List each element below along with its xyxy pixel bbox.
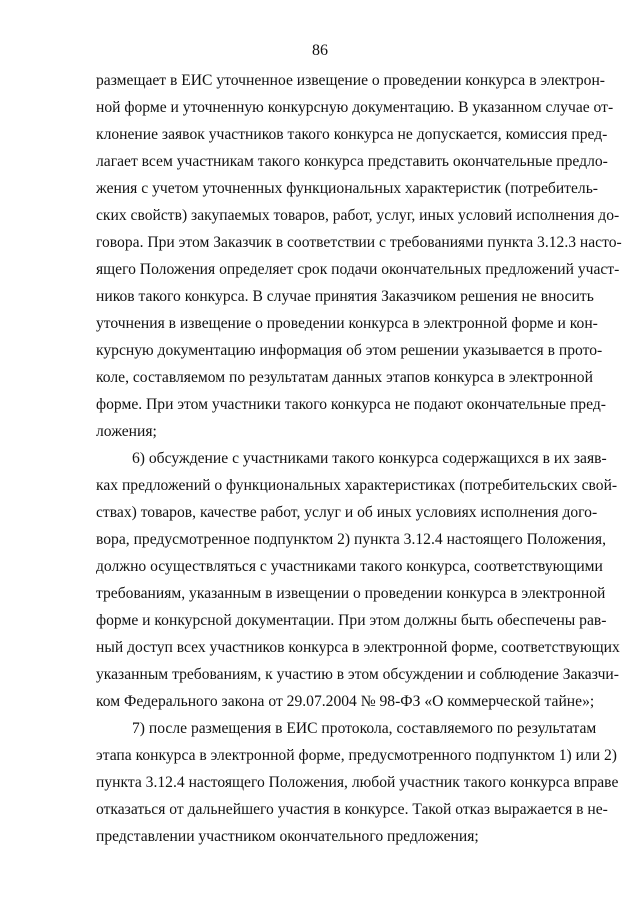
text-line: пункта 3.12.4 настоящего Положения, любой участник такого конкурса вправе — [96, 774, 619, 791]
text-line: говора. При этом Заказчик в соответствии с требованиями пункта 3.12.3 насто- — [96, 234, 622, 251]
text-line: курсную документацию информация об этом решении указывается в прото- — [96, 342, 603, 359]
text-line: требованиям, указанным в извещении о проведении конкурса в электронной — [96, 585, 606, 602]
text-line: форме. При этом участники такого конкурса не подают окончательные пред- — [96, 396, 606, 413]
text-line: жения с учетом уточненных функциональных характеристик (потребитель- — [96, 180, 598, 197]
text-line: лагает всем участникам такого конкурса представить окончательные предло- — [96, 153, 608, 170]
text-line: ком Федерального закона от 29.07.2004 № 98-ФЗ «О коммерческой тайне»; — [96, 693, 595, 710]
text-line: коле, составляемом по результатам данных этапов конкурса в электронной — [96, 369, 593, 386]
text-line: ной форме и уточненную конкурсную документацию. В указанном случае от- — [96, 99, 614, 116]
text-line: размещает в ЕИС уточненное извещение о проведении конкурса в электрон- — [96, 72, 605, 89]
text-line: форме и конкурсной документации. При этом должны быть обеспечены рав- — [96, 612, 607, 629]
text-line: вора, предусмотренное подпунктом 2) пункта 3.12.4 настоящего Положения, — [96, 531, 606, 548]
page-number: 86 — [312, 42, 328, 59]
paragraph-first-line: 7) после размещения в ЕИС протокола, составляемого по результатам — [132, 720, 597, 737]
text-line: уточнения в извещение о проведении конкурса в электронной форме и кон- — [96, 315, 598, 332]
paragraph-first-line: 6) обсуждение с участниками такого конкурса содержащихся в их заяв- — [132, 450, 607, 467]
text-line: ках предложений о функциональных характеристиках (потребительских свой- — [96, 477, 618, 494]
text-line: представлении участником окончательного предложения; — [96, 828, 479, 845]
text-line: ствах) товаров, качестве работ, услуг и об иных условиях исполнения дого- — [96, 504, 598, 521]
text-line: ящего Положения определяет срок подачи окончательных предложений участ- — [96, 261, 620, 278]
text-line: ников такого конкурса. В случае принятия Заказчиком решения не вносить — [96, 288, 594, 305]
text-line: указанным требованиям, к участию в этом обсуждении и соблюдение Заказчи- — [96, 666, 619, 683]
text-line: клонение заявок участников такого конкурса не допускается, комиссия пред- — [96, 126, 608, 143]
text-line: ложения; — [96, 423, 157, 440]
text-line: должно осуществляться с участниками такого конкурса, соответствующими — [96, 558, 603, 575]
text-line: ный доступ всех участников конкурса в электронной форме, соответствующих — [96, 639, 620, 656]
text-line: отказаться от дальнейшего участия в конкурсе. Такой отказ выражается в не- — [96, 801, 608, 818]
text-line: ских свойств) закупаемых товаров, работ, услуг, иных условий исполнения до- — [96, 207, 620, 224]
text-line: этапа конкурса в электронной форме, предусмотренного подпунктом 1) или 2) — [96, 747, 617, 764]
